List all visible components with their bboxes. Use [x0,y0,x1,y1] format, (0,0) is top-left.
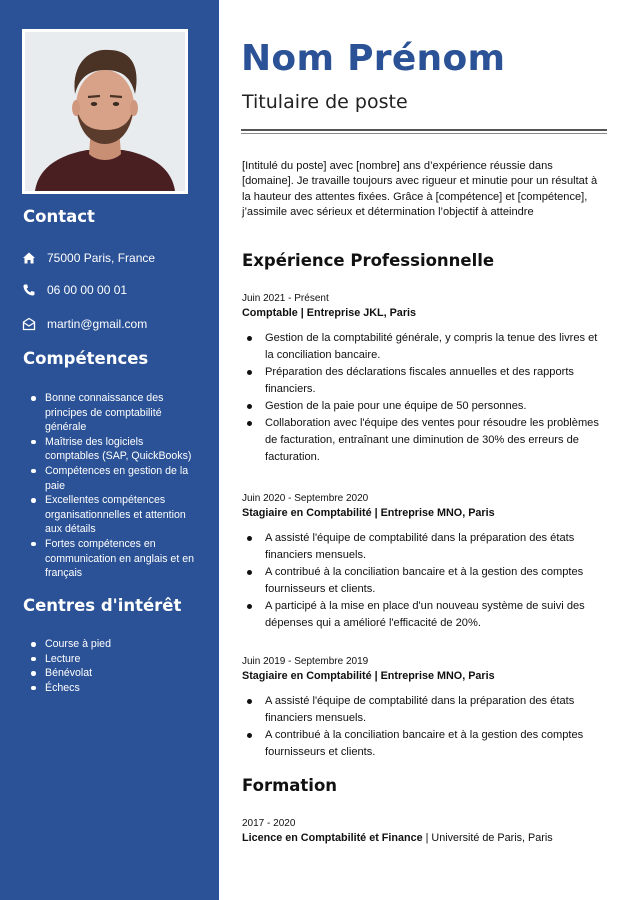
contact-email [22,317,147,331]
education-heading: Formation [242,776,338,795]
education-date: 2017 - 2020 [242,818,296,829]
interest-item: Course à pied [29,637,199,652]
profile-photo [22,29,188,194]
job-date: Juin 2019 - Septembre 2019 [242,656,369,667]
skill-item: Excellentes compétences organisationnelles et attention aux détails [29,493,199,537]
job-date: Juin 2021 - Présent [242,293,329,304]
interests-list [29,637,199,695]
job-bullet: Gestion de la comptabilité générale, y compris la tenue des livres et la conciliation bancaire. [247,330,607,364]
interest-item: Bénévolat [29,666,199,681]
portrait-image [25,32,185,191]
contact-phone-text: 06 00 00 00 01 [47,283,128,297]
skill-item: Compétences en gestion de la paie [29,464,199,493]
job-bullet: Préparation des déclarations fiscales annuelles et des rapports financiers. [247,364,607,398]
education-entry [242,832,553,844]
job-bullets [247,330,607,466]
job-title-company: Comptable | Entreprise JKL, Paris [242,307,417,319]
education-school: Université de Paris, Paris [431,832,553,844]
skill-item: Bonne connaissance des principes de comptabilité générale [29,391,199,435]
job-bullet: A contribué à la conciliation bancaire et à la gestion des comptes fournisseurs et clients. [247,564,607,598]
job-bullet: A assisté l'équipe de comptabilité dans la préparation des états financiers mensuels. [247,693,607,727]
contact-address [22,251,155,265]
job-title: Titulaire de poste [242,91,408,113]
education-degree: Licence en Comptabilité et Finance [242,832,423,844]
contact-phone [22,283,127,297]
header-divider [241,129,607,134]
experience-heading: Expérience Professionnelle [242,251,495,270]
job-bullet: Gestion de la paie pour une équipe de 50 personnes. [247,398,607,415]
contact-heading: Contact [23,207,95,226]
contact-address-text: 75000 Paris, France [47,251,156,265]
job-bullet: Collaboration avec l'équipe des ventes pour résoudre les problèmes de facturation, entraînant une diminution de 30% des erreurs de facturation. [247,415,607,466]
sidebar [0,0,219,900]
job-bullet: A assisté l'équipe de comptabilité dans la préparation des états financiers mensuels. [247,530,607,564]
interest-item: Échecs [29,681,199,696]
candidate-name: Nom Prénom [241,38,506,79]
education-separator: | [422,832,432,844]
skill-item: Fortes compétences en communication en anglais et en français [29,537,199,581]
job-title-company: Stagiaire en Comptabilité | Entreprise MNO, Paris [242,670,495,682]
job-bullets [247,693,607,761]
mail-icon [22,317,36,331]
job-bullets [247,530,607,632]
skill-item: Maîtrise des logiciels comptables (SAP, QuickBooks) [29,435,199,464]
interests-heading: Centres d'intérêt [23,596,182,615]
skills-list [29,391,199,581]
phone-icon [22,283,36,297]
job-date: Juin 2020 - Septembre 2020 [242,493,369,504]
home-icon [22,251,36,265]
contact-email-text[interactable]: martin@gmail.com [47,317,148,331]
skills-heading: Compétences [23,349,149,368]
interest-item: Lecture [29,652,199,667]
job-bullet: A contribué à la conciliation bancaire et à la gestion des comptes fournisseurs et clients. [247,727,607,761]
profile-summary: [Intitulé du poste] avec [nombre] ans d’expérience réussie dans [domaine]. Je travaille toujours avec rigueur et minutie pour un résultat à la hauteur des attentes fixées. Grâce à [compétence] et [compétence], j’assimile avec sérieux et détermination l’objectif à atteindre [242,160,598,219]
job-bullet: A participé à la mise en place d'un nouveau système de suivi des dépenses qui a amélioré l'efficacité de 20%. [247,598,607,632]
job-title-company: Stagiaire en Comptabilité | Entreprise MNO, Paris [242,507,495,519]
